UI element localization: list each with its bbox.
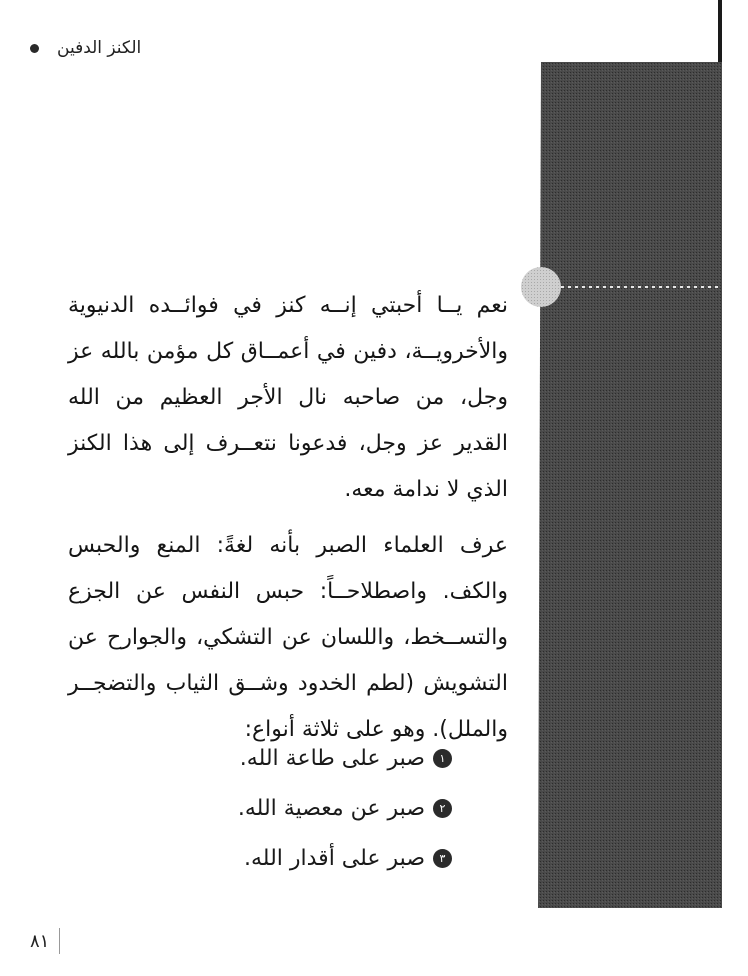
number-badge-icon: ١ — [433, 749, 452, 768]
page-edge-bar — [718, 0, 722, 120]
number-badge-icon: ٢ — [433, 799, 452, 818]
paragraph-definition: عرف العلماء الصبر بأنه لغةً: المنع والحبس والكف. واصطلاحــاً: حبس النفس عن الجزع والتســخط، واللسان عن التشكي، والجوارح عن التشويش (لطم الخدود وشــق الثياب والتضجــر والملل). وهو على ثلاثة أنواع: — [68, 533, 508, 742]
list-item-text: صبر على طاعة الله. — [239, 745, 425, 771]
bullet-dot-icon — [30, 44, 39, 53]
types-list — [238, 733, 452, 883]
list-item-text: صبر عن معصية الله. — [237, 795, 425, 821]
page-number-divider — [59, 928, 60, 954]
paragraph-intro: نعم يــا أحبتي إنــه كنز في فوائــده الدنيوية والأخرويــة، دفين في أعمــاق كل مؤمن بالله عز وجل، من صاحبه نال الأجر العظيم من الله القدير عز وجل، فدعونا نتعــرف إلى هذا الكنز الذي لا ندامة معه. — [68, 293, 508, 502]
page-footer — [30, 928, 60, 954]
page-number: ٨١ — [30, 930, 50, 952]
dark-panel — [538, 62, 722, 908]
list-item — [238, 783, 452, 833]
body-text — [68, 283, 508, 753]
number-badge-icon: ٣ — [433, 849, 452, 868]
list-item — [238, 733, 452, 783]
running-header — [30, 38, 141, 58]
chapter-title: الكنز الدفين — [57, 38, 142, 58]
panel-circle — [521, 267, 561, 307]
list-item-text: صبر على أقدار الله. — [244, 845, 425, 871]
list-item — [238, 833, 452, 883]
